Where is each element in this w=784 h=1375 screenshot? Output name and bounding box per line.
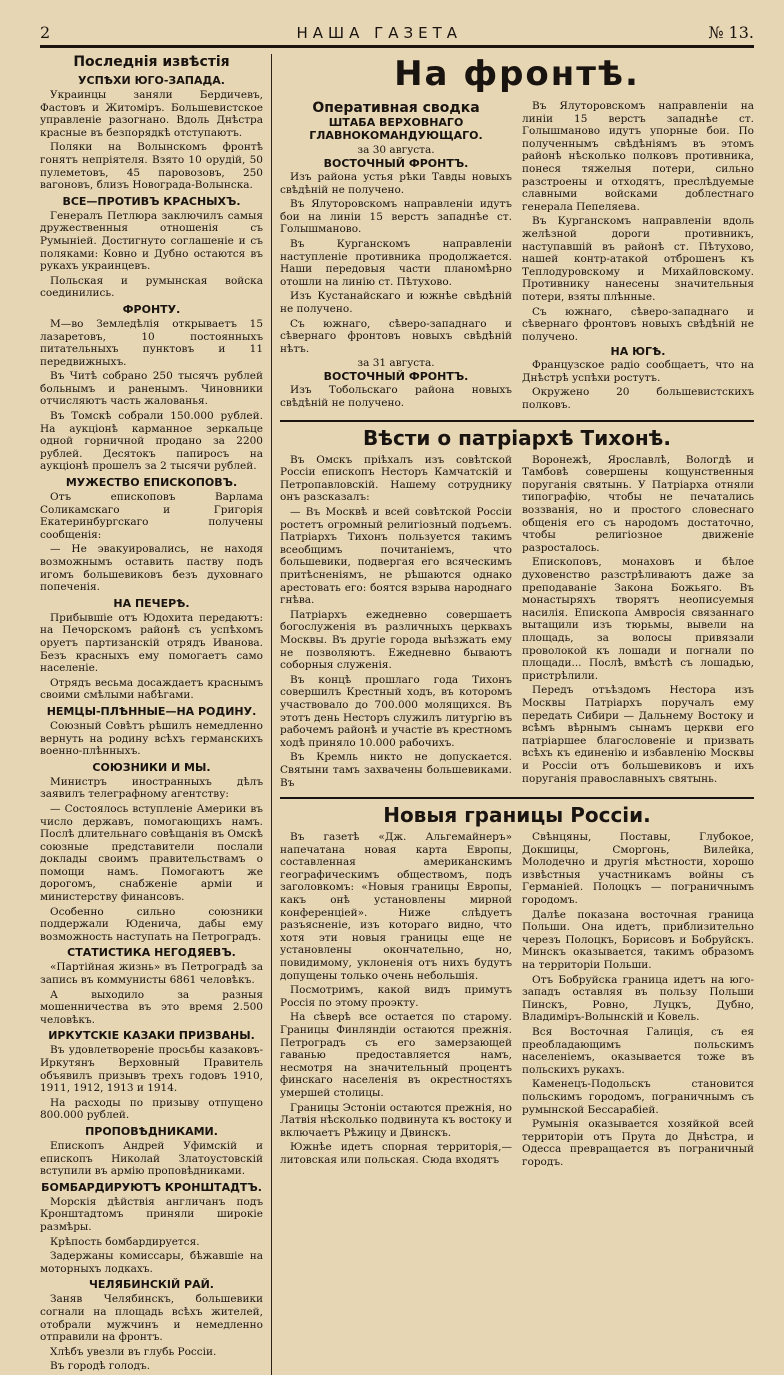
paragraph: Отрядъ весьма досаждаетъ краснымъ своими смѣлыми набѣгами. bbox=[40, 676, 263, 702]
section-heading: НЕМЦЫ-ПЛѢННЫЕ—НА РОДИНУ. bbox=[46, 704, 257, 718]
paragraph: Прибывшіе отъ Юдохита передаютъ: на Печорскомъ районѣ съ успѣхомъ оруетъ партизанскій отрядъ Иванова. Безъ красныхъ ему помогаетъ само населеніе. bbox=[40, 611, 263, 675]
paragraph: Съ южнаго, сѣверо-западнаго и сѣвернаго фронтовъ новыхъ свѣдѣній не получено. bbox=[522, 305, 754, 343]
paragraph: Свѣнцяны, Поставы, Глубокое, Докшицы, Сморгонь, Вилейка, Молодечно и другія мѣстности, хорошо извѣстныя участникамъ войны съ Германіей. Полоцкъ — пограничнымъ городомъ. bbox=[522, 831, 754, 907]
paragraph: Польская и румынская войска соединились. bbox=[40, 274, 263, 300]
paragraph: Въ Читѣ собрано 250 тысячъ рублей больнымъ и раненымъ. Чиновники отчисляютъ часть жалованья. bbox=[40, 370, 263, 408]
borders-title: Новыя границы Россіи. bbox=[383, 803, 651, 828]
header-rule bbox=[40, 45, 754, 48]
paragraph: Окружено 20 большевистскихъ полковъ. bbox=[522, 386, 754, 412]
south-subheading: НА ЮГѢ. bbox=[610, 345, 666, 359]
date-line: за 31 августа. bbox=[357, 357, 435, 370]
paragraph: Въ удовлетвореніе просьбы казаковъ-Иркутянъ Верховный Правитель объявилъ призывъ трехъ годовъ 1910, 1911, 1912, 1913 и 1914. bbox=[40, 1044, 263, 1095]
paragraph: Въ Ялуторовскомъ направленіи идутъ бои на линіи 15 верстъ западнѣе ст. Голышманово. bbox=[280, 198, 512, 236]
paragraph: — Состоялось вступленіе Америки въ число державъ, помогающихъ намъ. Послѣ длительнаго совѣщанія въ Омскѣ союзные представители послали доклады своимъ правительствамъ о помощи намъ. Помогаютъ же дорогомъ, снабженіе арміи и министерству финансовъ. bbox=[40, 802, 263, 904]
paragraph: Въ Курганскомъ направленіи наступленіе противника продолжается. Наши передовыя части планомѣрно отошли на линію ст. Пѣтухово. bbox=[280, 237, 512, 288]
front-right bbox=[522, 100, 754, 414]
section-heading: БОМБАРДИРУЮТЪ КРОНШТАДТЪ. bbox=[41, 1180, 262, 1194]
section-heading: ИРКУТСКІЕ КАЗАКИ ПРИЗВАНЫ. bbox=[48, 1029, 255, 1043]
section-heading: ВСЕ—ПРОТИВЪ КРАСНЫХЪ. bbox=[62, 194, 241, 208]
paragraph: Съ южнаго, сѣверо-западнаго и сѣвернаго фронтовъ новыхъ свѣдѣній нѣтъ. bbox=[280, 317, 512, 355]
paragraph: Союзный Совѣтъ рѣшилъ немедленно вернуть на родину всѣхъ германскихъ военно-плѣнныхъ. bbox=[40, 719, 263, 758]
paragraph: Въ Кремль никто не допускается. Святыни тамъ захвачены большевиками. Въ bbox=[280, 751, 512, 789]
section-heading: ЧЕЛЯБИНСКІЙ РАЙ. bbox=[89, 1278, 214, 1292]
section-heading: МУЖЕСТВО ЕПИСКОПОВЪ. bbox=[65, 476, 238, 490]
paragraph: — Не эвакуировались, не находя возможнымъ оставить паству подъ игомъ большевиковъ безъ духовнаго попеченія. bbox=[40, 543, 263, 594]
paragraph: Генералъ Петлюра заключилъ самыя дружественныя отношенія съ Румыніей. Достигнуто соглашеніе и съ поляками: Ковно и Дубно остаются въ рукахъ украинцевъ. bbox=[40, 209, 263, 273]
page-number: 2 bbox=[40, 23, 51, 42]
paragraph: Отъ епископовъ Варлама Соликамскаго и Григорія Екатеринбургскаго получены сообщенія: bbox=[40, 491, 263, 541]
paragraph: Вся Восточная Галиція, съ ея преобладающимъ польскимъ населеніемъ, оказывается тоже въ польскихъ рукахъ. bbox=[522, 1026, 754, 1076]
paragraph: Изъ Тобольскаго района новыхъ свѣдѣній не получено. bbox=[280, 384, 512, 409]
paragraph: Южнѣе идетъ спорная территорія,— литовская или польская. Сюда входятъ bbox=[280, 1141, 512, 1166]
paragraph: Въ городѣ голодъ. bbox=[50, 1360, 151, 1373]
section-heading: СОЮЗНИКИ И МЫ. bbox=[92, 760, 211, 774]
paragraph: Въ газетѣ «Дж. Альгемайнеръ» напечатана новая карта Европы, составленная американскимъ географическимъ обществомъ, подъ заголовкомъ: «Новыя границы Европы, какъ онѣ установлены мирной конференціей». Ниже слѣдуетъ разъясненіе, изъ котораго видно, что хотя эти новыя границы еще не установлены окончательно, но, повидимому, уклоненія отъ нихъ будутъ допущены только очень небольшія. bbox=[280, 831, 512, 982]
paragraph: Епископъ Андрей Уфимскій и епископъ Николай Златоустовскій вступили въ армію проповѣдниками. bbox=[40, 1139, 263, 1178]
paragraph: Посмотримъ, какой видъ примутъ Россія по этому проэкту. bbox=[280, 984, 512, 1009]
paragraph: Патріархъ ежедневно совершаетъ богослуженія въ различныхъ церквахъ Москвы. Въ другіе города выѣзжать ему не позволяютъ. Ежедневно бываютъ соборныя служенія. bbox=[280, 608, 512, 672]
paragraph: Румынія оказывается хозяйкой всей территоріи отъ Прута до Днѣстра, и Одесса превращается въ пограничный городъ. bbox=[522, 1118, 754, 1168]
paragraph: Въ Омскъ пріѣхалъ изъ совѣтской Россіи епископъ Несторъ Камчатскій и Петропавловскій. Нашему сотруднику онъ разсказалъ: bbox=[280, 453, 512, 504]
paragraph: А выходило за разныя мошенничества въ это время 2.500 человѣкъ. bbox=[40, 988, 263, 1026]
paragraph: Задержаны комиссары, бѣжавшіе на моторныхъ лодкахъ. bbox=[40, 1250, 263, 1275]
paragraph: Отъ Бобруйска граница идетъ на юго-западъ оставляя въ пользу Польши Пинскъ, Ровно, Луцкъ, Дубно, Владиміръ-Волынскій и Ковель. bbox=[522, 973, 754, 1024]
section-rule bbox=[280, 420, 754, 422]
paragraph: Французское радіо сообщаетъ, что на Днѣстрѣ успѣхи ростутъ. bbox=[522, 359, 754, 384]
paragraph: Изъ Кустанайскаго и южнѣе свѣдѣній не получено. bbox=[280, 290, 512, 315]
paragraph: Границы Эстоніи остаются прежнія, но Латвія нѣсколько подвинута къ востоку и включаетъ Рѣжицу и Двинскъ. bbox=[280, 1101, 512, 1139]
section-heading: ПРОПОВѢДНИКАМИ. bbox=[85, 1124, 218, 1138]
paragraph: Морскія дѣйствія англичанъ подъ Кронштадтомъ приняли широкіе размѣры. bbox=[40, 1195, 263, 1233]
paragraph: Въ Томскѣ собрали 150.000 рублей. На аукціонѣ карманное зеркальце одной горничной продано за 2200 рублей. Десятокъ папиросъ на аукціонѣ прошелъ за 2 тысячи рублей. bbox=[40, 410, 263, 473]
paragraph: М—во Земледѣлія открываетъ 15 лазаретовъ, 10 постоянныхъ питательныхъ пунктовъ и 11 передвижныхъ. bbox=[40, 317, 263, 368]
tikhon-left bbox=[280, 454, 512, 791]
paragraph: Каменецъ-Подольскъ становится польскимъ городомъ, пограничнымъ съ румынской Бессарабіей. bbox=[522, 1078, 754, 1116]
page-header bbox=[40, 14, 754, 42]
paragraph: Особенно сильно союзники поддержали Юденича, дабы ему возможность наступать на Петроградъ. bbox=[40, 905, 263, 943]
section-rule bbox=[280, 797, 754, 799]
front-headline: На фронтѣ. bbox=[394, 54, 640, 94]
borders-section bbox=[280, 831, 754, 1170]
paragraph: Далѣе показана восточная граница Польши. Она идетъ, приблизительно черезъ Полоцкъ, Борисовъ и Бобруйскъ. Минскъ оказывается, такимъ образомъ на территоріи Польши. bbox=[522, 908, 754, 972]
front-left bbox=[280, 100, 512, 414]
borders-right bbox=[522, 831, 754, 1170]
paragraph: Епископовъ, монаховъ и бѣлое духовенство разстрѣливаютъ даже за преподаваніе Закона Божьяго. Въ монастыряхъ творятъ неописуемыя насилія. Епископа Амвросія связаннаго вытащили изъ тюрьмы, вывели на площадь, за волосы привязали проволокой къ лошади и погнали по площади... Послѣ, вмѣстѣ съ лошадью, пристрѣлили. bbox=[522, 556, 754, 682]
tikhon-section bbox=[280, 454, 754, 791]
front-section bbox=[280, 100, 754, 414]
tikhon-right bbox=[522, 454, 754, 791]
main-column bbox=[272, 54, 754, 1375]
paragraph: Въ Курганскомъ направленіи вдоль желѣзной дороги противникъ, наступавшій въ районѣ ст. Пѣтухово, нашей контр-атакой отброшенъ къ Теплодуровскому и Михайловскому. Противнику нанесены значительныя потери, взяты плѣнные. bbox=[522, 215, 754, 303]
issue-number: № 13. bbox=[708, 23, 754, 42]
paragraph: На сѣверѣ все остается по старому. Границы Финляндіи остаются прежнія. Петроградъ съ его замерзающей гаванью предоставляется намъ, несмотря на значительный процентъ финскаго населенія въ окрестностяхъ умершей столицы. bbox=[280, 1011, 512, 1099]
paragraph: «Партійная жизнь» въ Петроградѣ за запись въ коммунисты 6861 человѣкъ. bbox=[40, 961, 263, 987]
operational-summary-title: Оперативная сводка bbox=[312, 100, 480, 116]
latest-news-column bbox=[40, 54, 272, 1375]
paragraph: На расходы по призыву отпущено 800.000 рублей. bbox=[40, 1096, 263, 1122]
newspaper-title: НАША ГАЗЕТА bbox=[296, 24, 463, 42]
paragraph: Хлѣбъ увезли въ глубь Россіи. bbox=[50, 1345, 217, 1358]
date-line: за 30 августа. bbox=[357, 144, 435, 156]
front-subheading: ВОСТОЧНЫЙ ФРОНТЪ. bbox=[323, 157, 469, 170]
section-heading: НА ПЕЧЕРѢ. bbox=[113, 596, 190, 610]
paragraph: Въ концѣ прошлаго года Тихонъ совершилъ Крестный ходъ, въ которомъ участвовало до 700.000 молящихся. Въ этотъ день Несторъ служилъ литургію въ рабочемъ районѣ и участіе въ крестномъ ходѣ приняло 10.000 рабочихъ. bbox=[280, 673, 512, 749]
paragraph: Заняв Челябинскъ, большевики согнали на площадь всѣхъ жителей, отобрали мужчинъ и немедленно отправили на фронтъ. bbox=[40, 1293, 263, 1344]
section-heading: СТАТИСТИКА НЕГОДЯЕВЪ. bbox=[67, 946, 236, 960]
paragraph: Передъ отъѣздомъ Нестора изъ Москвы Патріархъ поручалъ ему передать Сибири — Дальнему Востоку и всѣмъ вѣрнымъ сынамъ церкви его патріаршее благословеніе и призвать всѣхъ къ единенію и избавленію Москвы и Россіи отъ большевиковъ и ихъ поруганія православныхъ святынь. bbox=[522, 684, 754, 785]
paragraph: Изъ района устья рѣки Тавды новыхъ свѣдѣній не получено. bbox=[280, 171, 512, 196]
paragraph: Воронежѣ, Ярославлѣ, Вологдѣ и Тамбовѣ совершены кощунственныя поруганія святынь. У Патріарха отняли типографію, чтобы не печатались воззванія, но и простого словеснаго общенія его съ народомъ достаточно, чтобы религіозное движеніе разросталось. bbox=[522, 453, 754, 554]
section-heading: УСПѢХИ ЮГО-ЗАПАДА. bbox=[78, 74, 225, 87]
latest-news-title: Последнія извѣстія bbox=[73, 54, 230, 70]
staff-title: ШТАБА ВЕРХОВНАГО ГЛАВНОКОМАНДУЮЩАГО. bbox=[309, 116, 483, 142]
section-heading: ФРОНТУ. bbox=[122, 302, 181, 316]
tikhon-title: Вѣсти о патріархѣ Тихонѣ. bbox=[363, 425, 671, 450]
front-subheading: ВОСТОЧНЫЙ ФРОНТЪ. bbox=[323, 370, 469, 384]
paragraph: Крѣпость бомбардируется. bbox=[50, 1235, 200, 1248]
borders-left bbox=[280, 831, 512, 1170]
paragraph: Въ Ялуторовскомъ направленіи на линіи 15 верстъ западнѣе ст. Голышманово идутъ упорные бои. По полученнымъ свѣдѣніямъ въ этомъ районѣ нѣсколько полковъ противника, понеся тяжелыя потери, сильно разстроены и отходятъ, преслѣдуемые славными войсками доблестнаго генерала Пепеляева. bbox=[522, 100, 754, 213]
paragraph: Украинцы заняли Бердичевъ, Фастовъ и Житоміръ. Большевистское управленіе разогнано. Вдоль Днѣстра красные въ безпорядкѣ отступаютъ. bbox=[40, 89, 263, 139]
paragraph: Министръ иностранныхъ дѣлъ заявилъ телеграфному агентству: bbox=[40, 775, 263, 801]
paragraph: — Въ Москвѣ и всей совѣтской Россіи ростетъ огромный религіозный подъемъ. Патріархъ Тихонъ пользуется такимъ всеобщимъ почитаніемъ, что большевики, подвергая его всяческимъ притѣсненіямъ, не рѣшаются однако арестовать его: боятся взрыва народнаго гнѣва. bbox=[280, 506, 512, 607]
paragraph: Поляки на Волынскомъ фронтѣ гонятъ непріятеля. Взято 10 орудій, 50 пулеметовъ, 45 паровозовъ, 250 вагоновъ, близъ Новограда-Волынска. bbox=[40, 141, 263, 192]
